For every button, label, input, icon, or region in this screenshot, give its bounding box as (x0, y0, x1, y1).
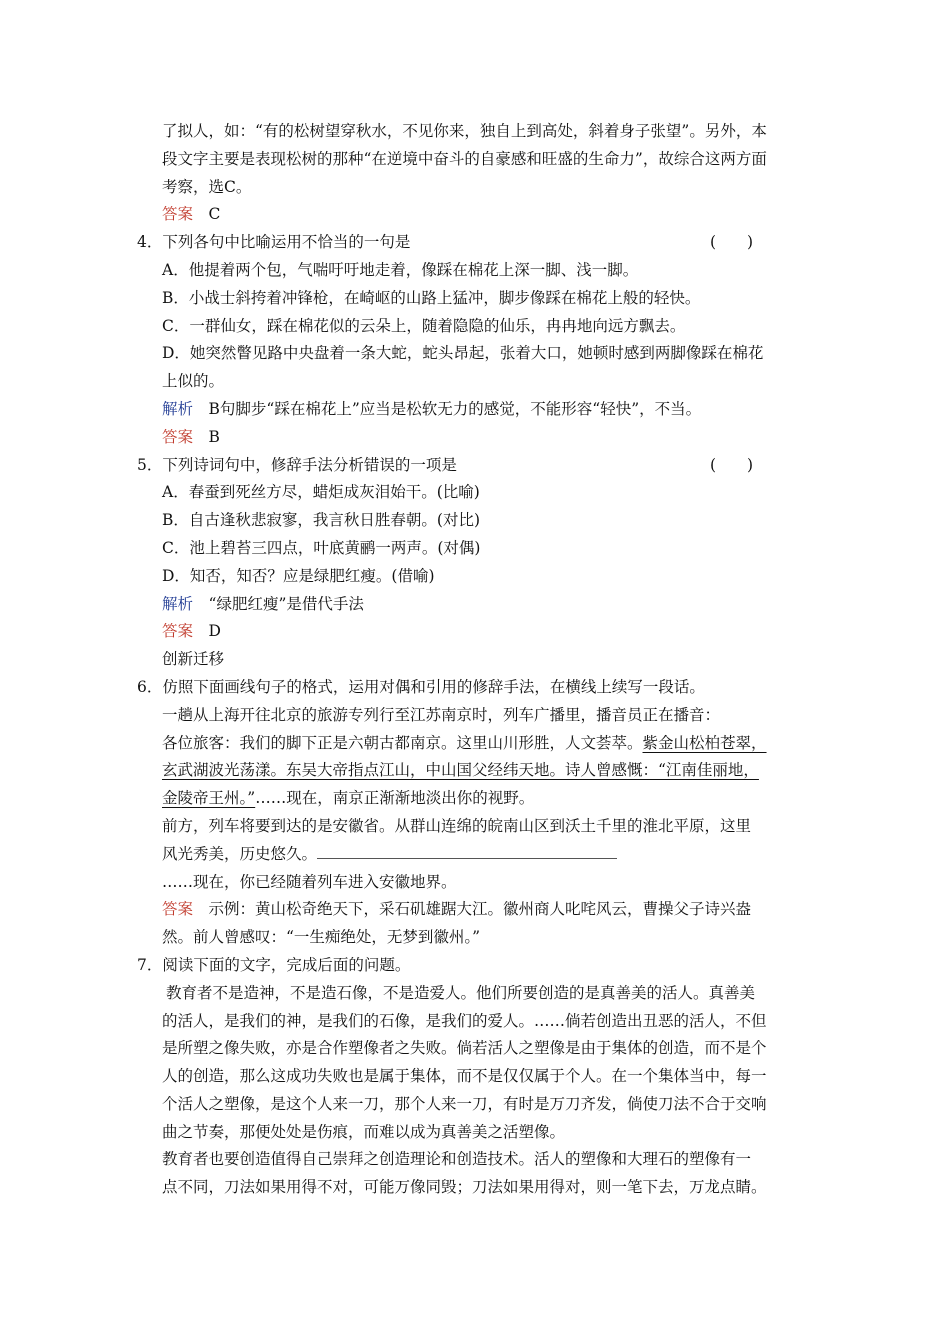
answer-bracket: ( ) (710, 455, 754, 474)
option-b: B．小战士斜挎着冲锋枪，在崎岖的山路上猛冲，脚步像踩在棉花上般的轻快。 (162, 288, 701, 307)
text-line (162, 757, 842, 785)
underlined-sentence: 金陵帝王州。” (162, 789, 256, 808)
answer-value: B (208, 427, 220, 446)
analysis-label: 解析 (162, 399, 194, 418)
passage-line: 的活人，是我们的神，是我们的石像，是我们的爱人。……倘若创造出丑恶的活人，不但 (162, 1011, 767, 1030)
question-4-stem (137, 229, 842, 257)
answer-text: 示例：黄山松奇绝天下，采石矶雄踞大江。徽州商人叱咤风云，曹操父子诗兴盎 (208, 900, 752, 919)
passage-line: 教育者不是造神，不是造石像，不是造爱人。他们所要创造的是真善美的活人。真善美 (166, 983, 756, 1002)
option-b: B．自古逢秋悲寂寥，我言秋日胜春朝。(对比) (162, 511, 480, 530)
option-d: D．她突然瞥见路中央盘着一条大蛇，蛇头昂起，张着大口，她顿时感到两脚像踩在棉花 (162, 344, 764, 363)
text-line: 一趟从上海开往北京的旅游专列行至江苏南京时，列车广播里，播音员正在播音： (162, 705, 721, 724)
question-number: 6． (137, 677, 163, 696)
answer-line-cont: 然。前人曾感叹：“一生痴绝处，无梦到徽州。” (162, 928, 481, 947)
option-d-cont: 上似的。 (162, 372, 225, 391)
answer-label: 答案 (162, 205, 194, 224)
question-5-stem (137, 452, 842, 480)
analysis-text: “绿肥红瘦”是借代手法 (208, 594, 364, 613)
answer-line (162, 896, 842, 924)
question-text: 仿照下面画线句子的格式，运用对偶和引用的修辞手法，在横线上续写一段话。 (162, 677, 705, 696)
analysis-line (162, 396, 842, 424)
question-text: 阅读下面的文字，完成后面的问题。 (162, 955, 411, 974)
question-text: 下列诗词句中，修辞手法分析错误的一项是 (162, 455, 457, 474)
text-line (162, 785, 842, 813)
underlined-sentence: 紫金山松柏苍翠， (642, 733, 767, 752)
answer-bracket: ( ) (710, 233, 754, 252)
option-c: C．池上碧苔三四点，叶底黄鹂一两声。(对偶) (162, 538, 481, 557)
passage-line: 是所塑之像失败，亦是合作塑像者之失败。倘若活人之塑像是由于集体的创造，而不是个 (162, 1039, 767, 1058)
question-text: 下列各句中比喻运用不恰当的一句是 (162, 233, 411, 252)
document-content (137, 118, 842, 1202)
underlined-sentence: 玄武湖波光荡漾。东吴大帝指点江山，中山国父经纬天地。诗人曾感慨：“江南佳丽地， (162, 761, 759, 780)
text-line: 考察，选C。 (162, 177, 252, 196)
option-d: D．知否，知否？应是绿肥红瘦。(借喻) (162, 566, 435, 585)
text-segment: 各位旅客：我们的脚下正是六朝古都南京。这里山川形胜，人文荟萃。 (162, 733, 643, 752)
analysis-label: 解析 (162, 594, 194, 613)
answer-label: 答案 (162, 622, 194, 641)
passage-line: 点不同，刀法如果用得不对，可能万像同毁；刀法如果用得对，则一笔下去，万龙点睛。 (162, 1178, 767, 1197)
text-line (162, 841, 842, 869)
option-c: C．一群仙女，踩在棉花似的云朵上，随着隐隐的仙乐，冉冉地向远方飘去。 (162, 316, 686, 335)
passage-line: 教育者也要创造值得自己崇拜之创造理论和创造技术。活人的塑像和大理石的塑像有一 (162, 1150, 752, 1169)
text-segment: ……现在，南京正渐渐地淡出你的视野。 (255, 789, 535, 808)
text-line (162, 730, 842, 758)
passage-line: 人的创造，那么这成功失败也是属于集体，而不是仅仅属于个人。在一个集体当中，每一 (162, 1067, 767, 1086)
question-number: 7． (137, 955, 163, 974)
answer-line (162, 424, 842, 452)
text-line: 了拟人，如：“有的松树望穿秋水，不见你来，独自上到高处，斜着身子张望”。另外，本 (162, 122, 767, 140)
answer-line (162, 201, 842, 229)
text-segment: 风光秀美，历史悠久。 (162, 844, 318, 863)
question-7-stem (137, 952, 842, 980)
text-line: 段文字主要是表现松树的那种“在逆境中奋斗的自豪感和旺盛的生命力”，故综合这两方面 (162, 149, 767, 168)
answer-label: 答案 (162, 900, 194, 919)
answer-value: C (208, 205, 221, 224)
text-line: ……现在，你已经随着列车进入安徽地界。 (162, 872, 457, 891)
analysis-text: B句脚步“踩在棉花上”应当是松软无力的感觉，不能形容“轻快”，不当。 (208, 399, 702, 418)
passage-line: 曲之节奏，那便处处是伤痕，而难以成为真善美之活塑像。 (162, 1122, 566, 1141)
section-heading: 创新迁移 (162, 650, 225, 669)
question-number: 5． (137, 455, 163, 474)
answer-value: D (208, 622, 221, 641)
question-number: 4． (137, 233, 163, 252)
fill-in-blank[interactable] (317, 844, 617, 859)
answer-line (162, 618, 842, 646)
answer-label: 答案 (162, 427, 194, 446)
option-a: A．他提着两个包，气喘吁吁地走着，像踩在棉花上深一脚、浅一脚。 (162, 260, 639, 279)
option-a: A．春蚕到死丝方尽，蜡炬成灰泪始干。(比喻) (162, 483, 480, 502)
analysis-line (162, 591, 842, 619)
question-6-stem (137, 674, 842, 702)
passage-line: 个活人之塑像，是这个人来一刀，那个人来一刀，有时是万刀齐发，倘使刀法不合于交响 (162, 1094, 767, 1113)
text-line: 前方，列车将要到达的是安徽省。从群山连绵的皖南山区到沃土千里的淮北平原，这里 (162, 816, 752, 835)
